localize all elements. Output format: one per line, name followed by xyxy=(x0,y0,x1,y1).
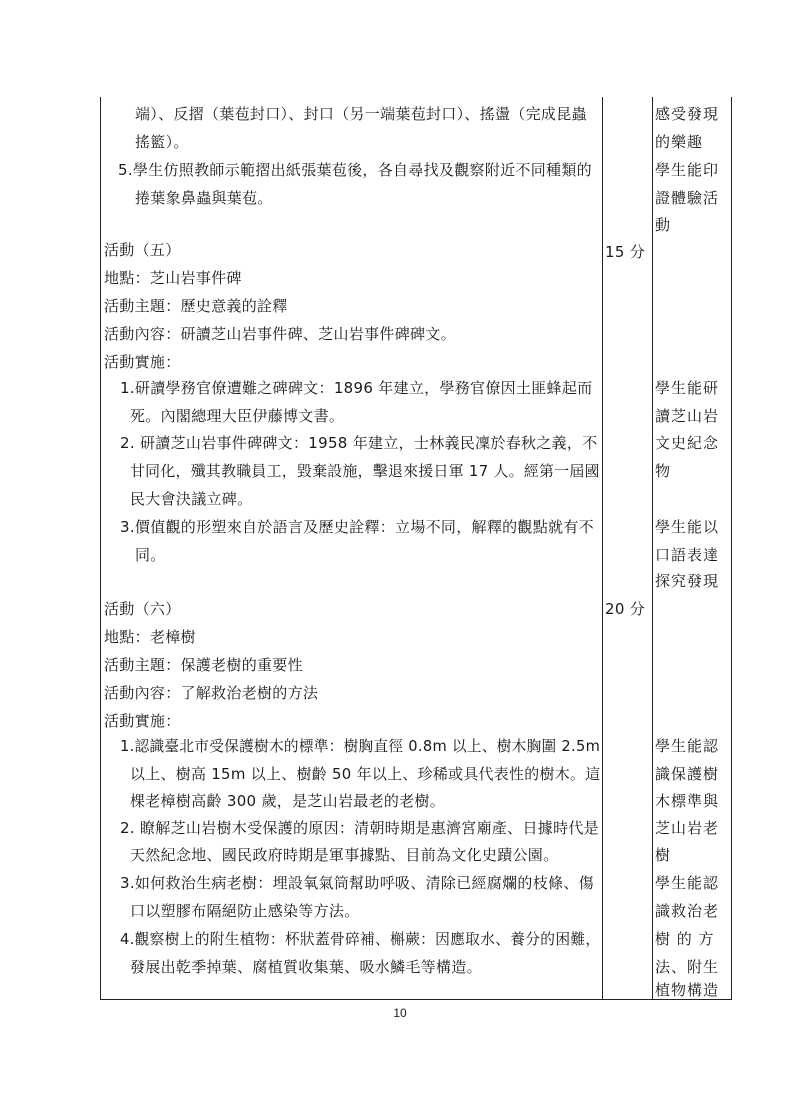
content-line: 3.如何救治生病老樹：埋設氧氣筒幫助呼吸、清除已經腐爛的枝條、傷 xyxy=(120,874,594,892)
assessment-line: 學生能以 xyxy=(655,518,720,536)
activity-heading: 活動（六） xyxy=(104,600,181,618)
table-right-border xyxy=(731,97,732,1000)
assessment-line: 探究發現 xyxy=(655,572,720,590)
content-line: 死。內閣總理大臣伊藤博文書。 xyxy=(130,407,345,425)
assessment-line: 植物構造 xyxy=(655,981,720,999)
content-line: 天然紀念地、國民政府時期是軍事據點、目前為文化史蹟公園。 xyxy=(130,846,559,864)
assessment-line: 木標準與 xyxy=(655,792,720,810)
assessment-line: 證體驗活 xyxy=(655,189,720,207)
time-cell: 20 分 xyxy=(605,600,646,618)
content-line: 口以塑膠布隔絕防止感染等方法。 xyxy=(130,902,360,920)
content-line: 地點：老樟樹 xyxy=(104,628,196,646)
content-line: 活動主題：歷史意義的詮釋 xyxy=(104,297,288,315)
content-line: 2. 研讀芝山岩事件碑碑文：1958 年建立，士林義民凜於春秋之義，不 xyxy=(120,434,598,452)
assessment-line: 的樂趣 xyxy=(655,133,704,151)
assessment-line: 識保護樹 xyxy=(655,765,720,783)
assessment-line: 學生能認 xyxy=(655,737,720,755)
column-divider-assessment xyxy=(652,97,653,1000)
assessment-line: 讀芝山岩 xyxy=(655,407,720,425)
content-line: 民大會決議立碑。 xyxy=(130,490,253,508)
content-line: 活動實施： xyxy=(104,712,181,730)
content-line: 3.價值觀的形塑來自於語言及歷史詮釋：立場不同，解釋的觀點就有不 xyxy=(120,518,594,536)
content-line: 搖籃）。 xyxy=(135,133,189,151)
content-line: 甘同化，殲其教職員工，毀棄設施，擊退來援日軍 17 人。經第一屆國 xyxy=(130,462,600,480)
column-divider-time xyxy=(602,97,603,1000)
content-line: 同。 xyxy=(135,546,166,564)
assessment-line: 動 xyxy=(655,216,672,234)
content-line: 1.研讀學務官僚遭難之碑碑文：1896 年建立，學務官僚因土匪蜂起而 xyxy=(120,379,593,397)
activity-heading: 活動（五） xyxy=(104,241,181,259)
content-line: 1.認識臺北市受保護樹木的標準：樹胸直徑 0.8m 以上、樹木胸圍 2.5m xyxy=(120,737,601,755)
content-line: 端）、反摺（葉苞封口）、封口（另一端葉苞封口）、搖盪（完成昆蟲 xyxy=(135,105,587,123)
assessment-line: 感受發現 xyxy=(655,105,720,123)
assessment-line: 學生能認 xyxy=(655,874,720,892)
assessment-line: 樹 的 方 xyxy=(655,930,715,948)
content-line: 4.觀察樹上的附生植物：杯狀蓋骨碎補、槲蕨：因應取水、養分的困難， xyxy=(120,930,601,948)
page-number: 10 xyxy=(393,1006,407,1020)
content-line: 活動主題：保護老樹的重要性 xyxy=(104,656,303,674)
table-left-border xyxy=(100,97,101,1000)
content-line: 地點：芝山岩事件碑 xyxy=(104,269,242,287)
assessment-line: 芝山岩老 xyxy=(655,819,720,837)
time-cell: 15 分 xyxy=(605,243,646,261)
content-line: 活動實施： xyxy=(104,353,181,371)
assessment-line: 口語表達 xyxy=(655,546,720,564)
assessment-line: 樹 xyxy=(655,846,672,864)
assessment-line: 學生能研 xyxy=(655,379,720,397)
content-line: 以上、樹高 15m 以上、樹齡 50 年以上、珍稀或具代表性的樹木。這 xyxy=(130,765,601,783)
assessment-line: 學生能印 xyxy=(655,161,720,179)
content-line: 捲葉象鼻蟲與葉苞。 xyxy=(135,189,273,207)
content-line: 活動內容：研讀芝山岩事件碑、芝山岩事件碑碑文。 xyxy=(104,325,456,343)
assessment-line: 法、附生 xyxy=(655,958,720,976)
assessment-line: 文史紀念 xyxy=(655,434,720,452)
content-line: 活動內容：了解救治老樹的方法 xyxy=(104,684,319,702)
assessment-line: 識救治老 xyxy=(655,902,720,920)
content-line: 發展出乾季掉葉、腐植質收集葉、吸水鱗毛等構造。 xyxy=(130,958,482,976)
content-line: 2. 瞭解芝山岩樹木受保護的原因：清朝時期是惠濟宮廟產、日據時代是 xyxy=(120,819,599,837)
content-line: 棵老樟樹高齡 300 歲，是芝山岩最老的老樹。 xyxy=(130,792,446,810)
assessment-line: 物 xyxy=(655,462,672,480)
table-bottom-border xyxy=(100,999,732,1000)
content-line: 5.學生仿照教師示範摺出紙張葉苞後，各自尋找及觀察附近不同種類的 xyxy=(118,161,592,179)
